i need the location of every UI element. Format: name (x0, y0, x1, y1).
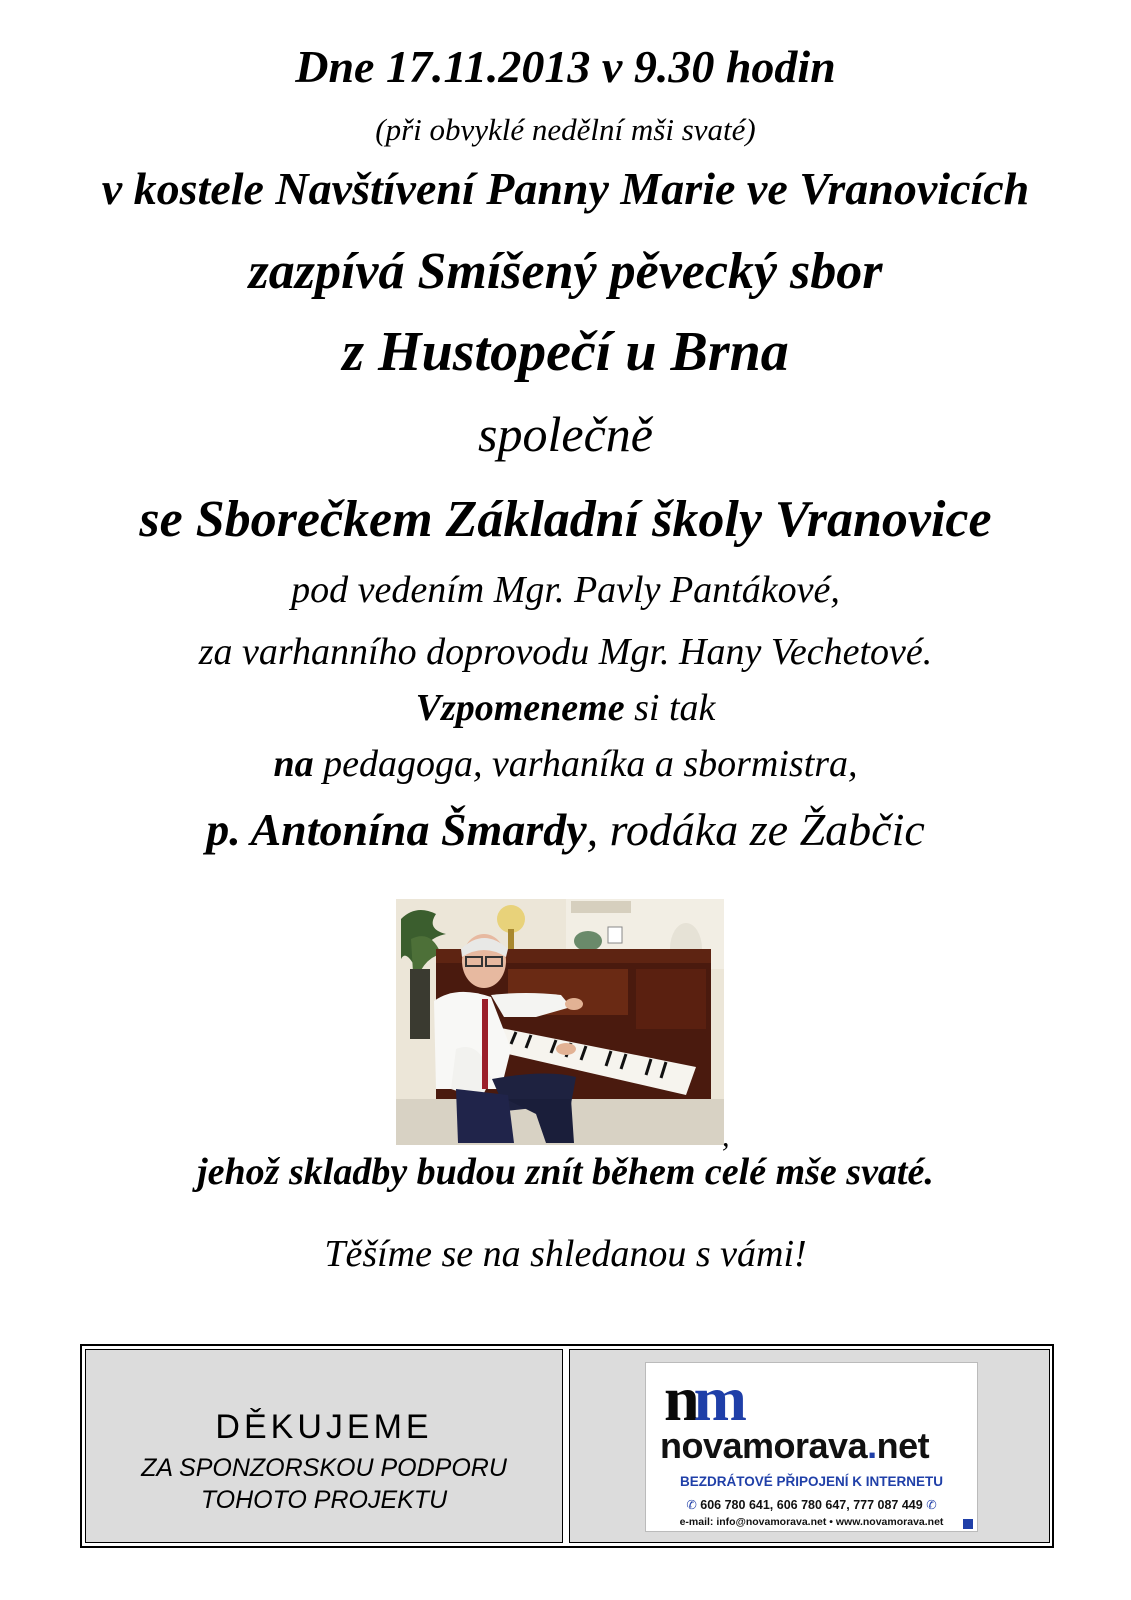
logo-brand-dot: . (867, 1425, 877, 1466)
thanks-subtitle-1: ZA SPONZORSKOU PODPORU (141, 1454, 507, 1482)
logo-tagline: BEZDRÁTOVÉ PŘIPOJENÍ K INTERNETU (679, 1474, 944, 1489)
thanks-heading: DĚKUJEME (215, 1408, 433, 1446)
logo-brand-main: novamorava (660, 1425, 868, 1466)
logo-mark-m: m (693, 1363, 741, 1434)
logo-contact: e-mail: info@novamorava.net • www.novamorava.net (679, 1516, 944, 1528)
conductor-text: pod vedením Mgr. Pavly Pantákové, (291, 569, 840, 611)
novamorava-logo (645, 1362, 978, 1532)
event-venue: v kostele Navštívení Panny Marie ve Vranovicích (101, 163, 1030, 214)
thanks-subtitle-2: TOHOTO PROJEKTU (200, 1486, 448, 1514)
compositions-text: jehož skladby budou znít během celé mše svaté. (197, 1151, 934, 1193)
event-date-time: Dne 17.11.2013 v 9.30 hodin (295, 41, 836, 92)
honoree-line (0, 803, 1131, 856)
teacher-rest: pedagoga, varhaníka a sbormistra, (313, 743, 858, 785)
organ-accompaniment-text: za varhanního doprovodu Mgr. Hany Vechetové. (198, 631, 933, 673)
logo-phone-numbers: 606 780 641, 606 780 647, 777 087 449 (700, 1498, 923, 1512)
remembrance-bold: Vzpomeneme (415, 687, 625, 729)
event-note: (při obvyklé nedělní mši svaté) (375, 112, 756, 147)
phone-icon: ✆ (926, 1498, 937, 1512)
logo-brand-tld: net (876, 1425, 930, 1466)
honoree-name: p. Antonína Šmardy (206, 804, 587, 855)
thanks-cell (85, 1349, 563, 1543)
phone-icon: ✆ (686, 1498, 697, 1512)
badge-icon (963, 1519, 973, 1529)
logo-mark-n: n (664, 1363, 694, 1434)
sponsor-logo-cell (569, 1349, 1050, 1543)
honoree-origin: , rodáka ze Žabčic (586, 804, 925, 855)
teacher-bold: na (273, 743, 314, 785)
closing-greeting: Těšíme se na shledanou s vámi! (324, 1233, 807, 1275)
logo-phones (646, 1497, 977, 1512)
together-text: společně (478, 406, 653, 462)
remembrance-rest: si tak (624, 687, 716, 729)
choir-name-line1: zazpívá Smíšený pěvecký sbor (248, 243, 883, 300)
teacher-line (0, 742, 1131, 786)
choir-name-line2: z Hustopečí u Brna (342, 321, 789, 383)
logo-brand-name (660, 1425, 929, 1467)
pianist-photo (396, 899, 724, 1145)
remembrance-line (0, 686, 1131, 730)
sponsor-box (80, 1344, 1054, 1548)
school-choir-name: se Sborečkem Základní školy Vranovice (139, 491, 992, 548)
photo-comma: , (722, 1120, 730, 1153)
